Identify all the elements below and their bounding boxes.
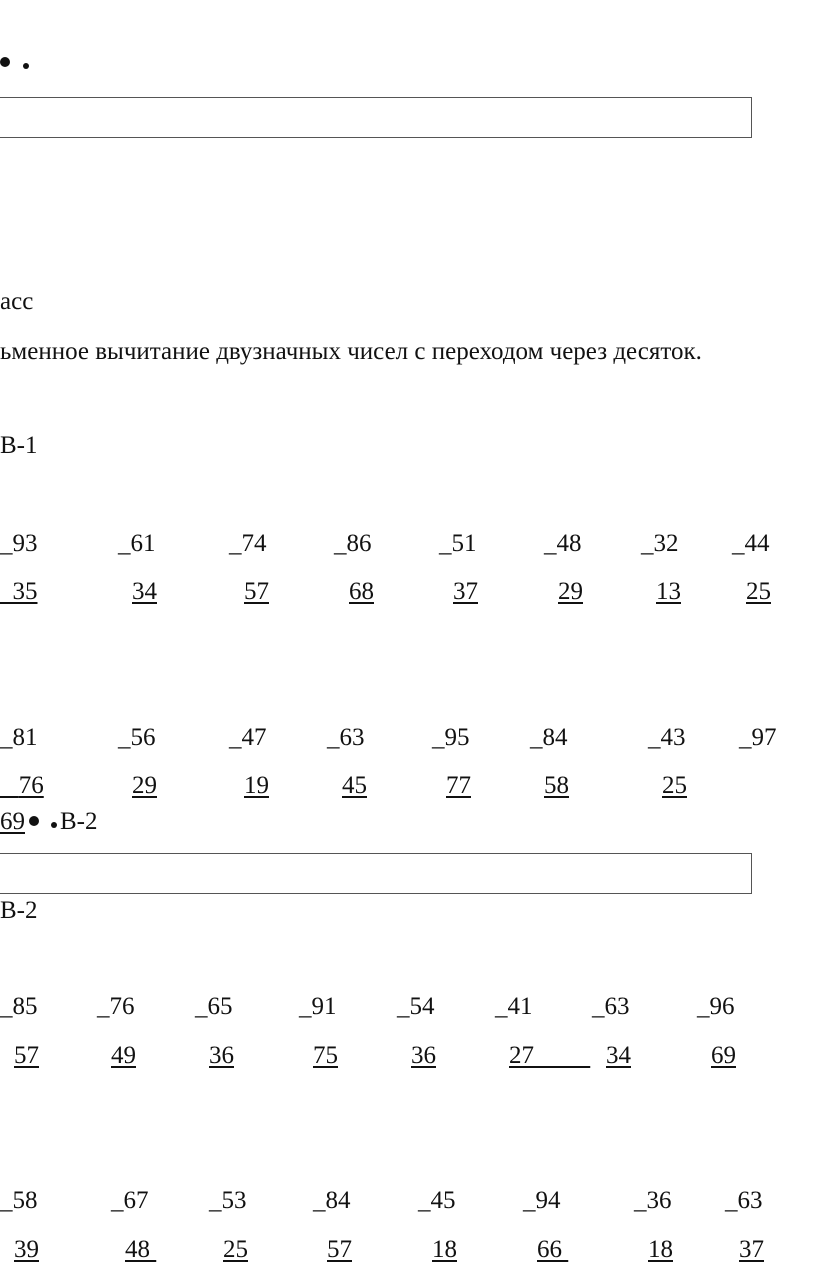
minuend: _44 [732, 530, 770, 557]
subtrahend: 57 [14, 1042, 39, 1069]
minuend: _45 [418, 1187, 456, 1214]
subtrahend: 68 [349, 578, 374, 605]
subtrahend: 76 [18, 772, 44, 799]
minuend: _91 [299, 993, 337, 1020]
minuend: _93 [0, 530, 38, 557]
minuend: _84 [313, 1187, 351, 1214]
minuend: _32 [641, 530, 679, 557]
minuend: _54 [397, 993, 435, 1020]
subtrahend: 39 [14, 1236, 39, 1263]
variant-label: В-1 [0, 432, 38, 459]
minuend: _56 [118, 724, 156, 751]
minuend: _95 [432, 724, 470, 751]
header-box [0, 853, 752, 894]
minuend: _58 [0, 1187, 38, 1214]
subtrahend: 45 [342, 772, 367, 799]
subtrahend: 36 [209, 1042, 234, 1069]
minuend: _63 [725, 1187, 763, 1214]
subtrahend: 13 [656, 578, 681, 605]
minuend: _81 [0, 724, 38, 751]
subtrahend: 34 [606, 1042, 631, 1069]
minuend: _36 [634, 1187, 672, 1214]
class-label: асс [0, 288, 34, 315]
subtrahend: 36 [411, 1042, 436, 1069]
minuend: _61 [118, 530, 156, 557]
bullet-icon [29, 816, 39, 826]
bullet-icon [51, 822, 57, 828]
minuend: _94 [523, 1187, 561, 1214]
minuend: _63 [327, 724, 365, 751]
minuend: _86 [334, 530, 372, 557]
subtrahend: 66 [537, 1236, 562, 1263]
minuend: _65 [195, 993, 233, 1020]
minuend: _76 [97, 993, 135, 1020]
variant-label: В-2 [0, 897, 38, 924]
subtrahend: 19 [244, 772, 269, 799]
subtrahend: 75 [313, 1042, 338, 1069]
minuend: _41 [495, 993, 533, 1020]
variant-label: В-2 [60, 808, 98, 835]
subtrahend: 57 [327, 1236, 352, 1263]
subtrahend: 57 [244, 578, 269, 605]
subtrahend: 58 [544, 772, 569, 799]
subtrahend: 25 [223, 1236, 248, 1263]
minuend: _47 [229, 724, 267, 751]
minuend: _63 [592, 993, 630, 1020]
bullet-icon [0, 57, 10, 67]
subtrahend: 77 [446, 772, 471, 799]
subtrahend: 18 [648, 1236, 673, 1263]
minuend: _43 [648, 724, 686, 751]
minuend: _97 [739, 724, 777, 751]
subtrahend: 37 [739, 1236, 764, 1263]
minuend: _48 [544, 530, 582, 557]
minuend: _84 [530, 724, 568, 751]
subtrahend: 25 [662, 772, 687, 799]
subtrahend: 27 [509, 1042, 534, 1069]
subtrahend: 37 [453, 578, 478, 605]
subtrahend: 18 [432, 1236, 457, 1263]
header-box [0, 97, 752, 138]
topic-title: ьменное вычитание двузначных чисел с переходом через десяток. [0, 338, 702, 365]
subtrahend: 49 [111, 1042, 136, 1069]
subtrahend: 69 [711, 1042, 736, 1069]
subtrahend: 29 [132, 772, 157, 799]
minuend: _67 [111, 1187, 149, 1214]
carryover-answer: 69 [0, 808, 25, 835]
subtrahend: 25 [746, 578, 771, 605]
minuend: _85 [0, 993, 38, 1020]
minuend: _53 [209, 1187, 247, 1214]
subtrahend: 29 [558, 578, 583, 605]
bullet-icon [23, 63, 29, 69]
subtrahend: 34 [132, 578, 157, 605]
subtrahend: 48 [125, 1236, 150, 1263]
minuend: _96 [697, 993, 735, 1020]
minuend: _74 [229, 530, 267, 557]
subtrahend: 35 [12, 578, 38, 605]
minuend: _51 [439, 530, 477, 557]
